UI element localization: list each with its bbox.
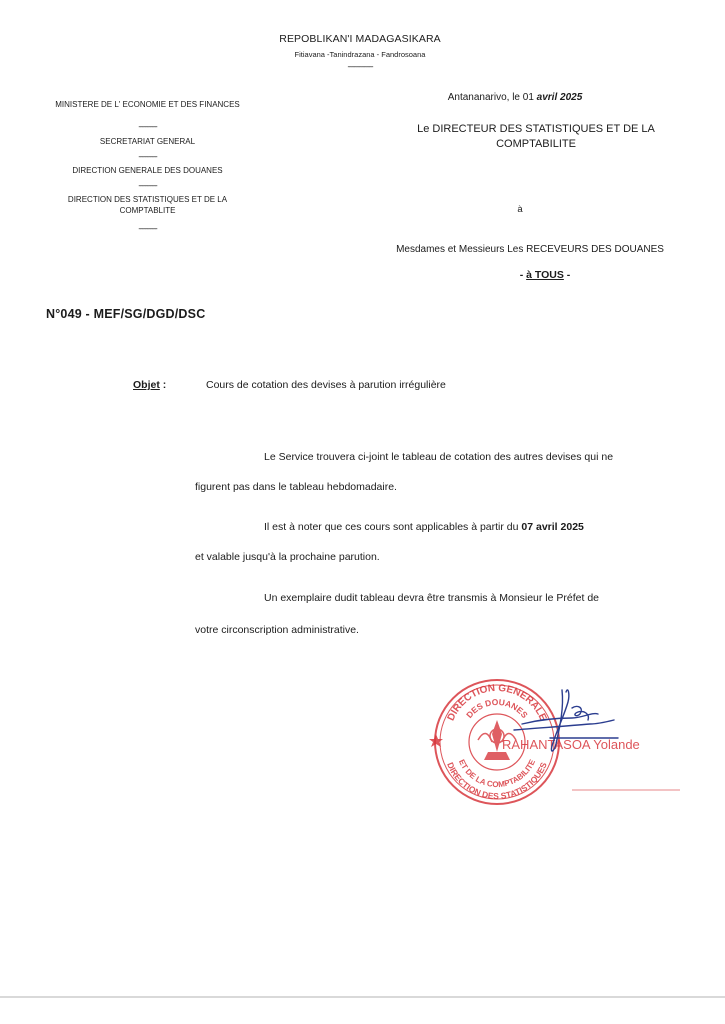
secretariat-name: SECRETARIAT GENERAL [99, 137, 196, 146]
separator: ----------- [138, 224, 157, 233]
signatory-title-line1: Le DIRECTEUR DES STATISTIQUES ET DE LA [417, 123, 655, 135]
national-motto: Fitiavana -Tanindrazana - Fandrosoana [294, 50, 426, 59]
a-tous-word: à TOUS [526, 269, 564, 281]
separator: ----------- [138, 122, 157, 131]
separator: ----------- [138, 152, 157, 161]
to-word: à [517, 204, 523, 215]
a-tous: - à TOUS - [519, 269, 571, 281]
ministry-name: MINISTERE DE L' ECONOMIE ET DES FINANCES [55, 100, 240, 109]
country-name: REPOBLIKAN'I MADAGASIKARA [279, 33, 441, 45]
separator: ----------- [138, 181, 157, 190]
date-emphasis: avril 2025 [536, 92, 583, 103]
objet-text: Cours de cotation des devises à parution irrégulière [206, 379, 446, 391]
paragraph-2-line-1: Il est à noter que ces cours sont applicables à partir du 07 avril 2025 [264, 521, 584, 533]
direction-name-line2: COMPTABLITE [119, 206, 176, 215]
date-line: Antananarivo, le 01 avril 2025 [447, 92, 583, 103]
direction-generale-name: DIRECTION GENERALE DES DOUANES [72, 166, 223, 175]
paragraph-3-line-1: Un exemplaire dudit tableau devra être transmis à Monsieur le Préfet de [264, 592, 600, 604]
stamp-ring-top: DIRECTION GENERALE [445, 682, 549, 723]
stamp-ring-bottom-2: ET DE LA COMPTABILITE [456, 758, 538, 790]
stamp-ring-bottom: DIRECTION DES STATISTIQUES [445, 760, 549, 802]
objet-label: Objet : [133, 379, 167, 391]
paragraph-1-line-2: figurent pas dans le tableau hebdomadaire. [195, 481, 397, 493]
paragraph-2-line-2: et valable jusqu'à la prochaine parution. [195, 551, 380, 563]
direction-name-line1: DIRECTION DES STATISTIQUES ET DE LA [67, 195, 228, 204]
bottom-rule [0, 996, 725, 998]
effective-date: 07 avril 2025 [521, 521, 584, 533]
stamp-ring-top-2: DES DOUANES [464, 696, 530, 720]
reference-number: N°049 - MEF/SG/DGD/DSC [46, 307, 206, 321]
signatory-title-line2: COMPTABILITE [496, 138, 576, 150]
paragraph-3-line-2: votre circonscription administrative. [195, 624, 359, 636]
signatory-title [392, 122, 680, 152]
signatory-name: RAHANTASOA Yolande [502, 737, 640, 752]
header-separator: --------------- [347, 62, 373, 71]
recipients: Mesdames et Messieurs Les RECEVEURS DES DOUANES [396, 244, 664, 255]
official-stamp [422, 668, 682, 818]
paragraph-1-line-1: Le Service trouvera ci-joint le tableau de cotation des autres devises qui ne [264, 451, 614, 463]
